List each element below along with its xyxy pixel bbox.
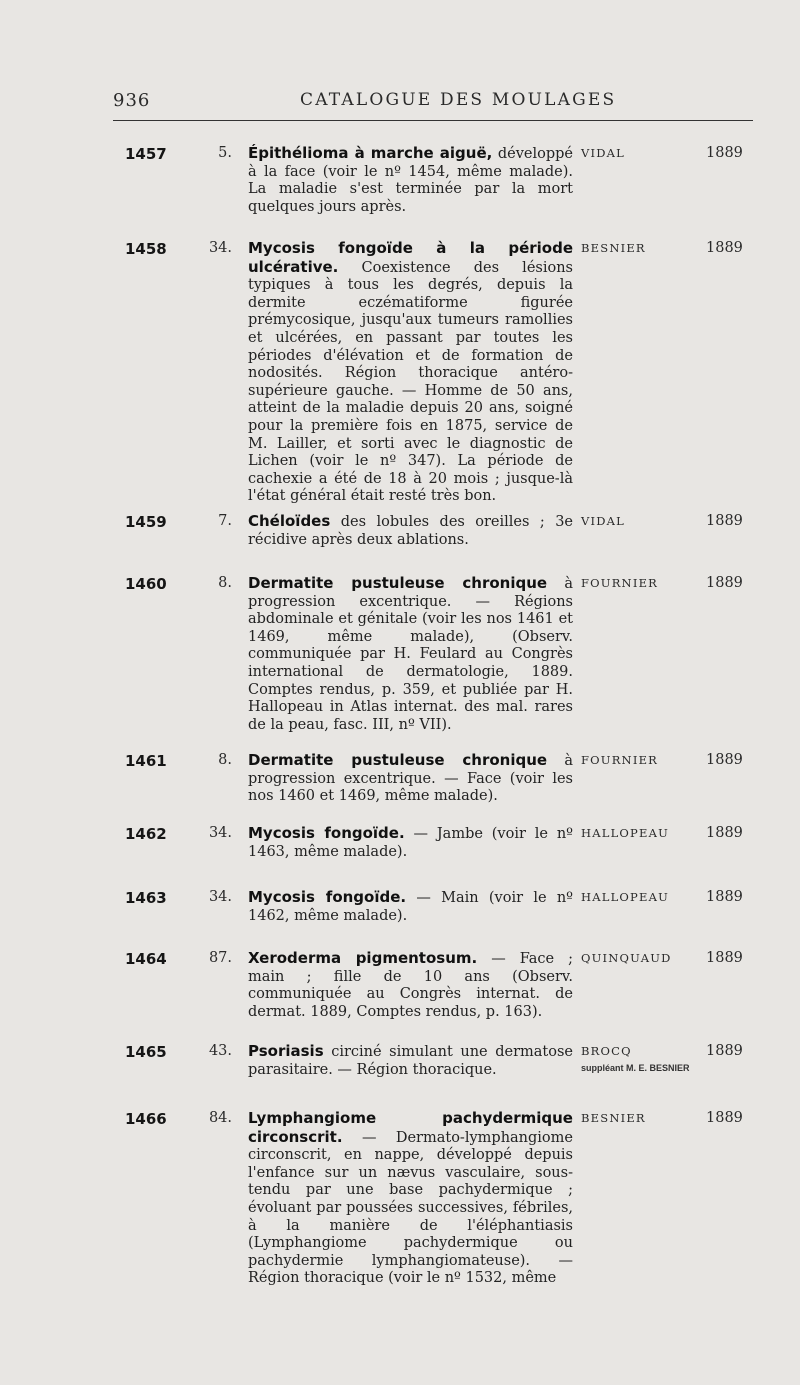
entry-author: BESNIER [581,1111,646,1125]
entry-number: 1457 [125,145,167,163]
entry-number: 1466 [125,1110,167,1128]
entry-description [248,513,573,549]
entry-author: HALLOPEAU [581,826,669,840]
entry-title: Psoriasis [248,1042,324,1060]
entry-ref: 87. [208,950,232,966]
entry-description [248,1110,573,1288]
entry-year: 1889 [706,1110,743,1126]
entry-ref: 7. [218,513,232,529]
entry-number: 1462 [125,825,167,843]
entry-author: FOURNIER [581,576,659,590]
entry-author: HALLOPEAU [581,890,669,904]
entry-author: BROCQ [581,1044,632,1058]
entry-year: 1889 [706,1043,743,1059]
entry-text: à progression excentrique. — Régions abdominale et génitale (voir les nos 1461 et 1469, même malade), (Observ. communiquée par H. Feulard au Congrès international de dermatologie, 1889. Comptes rendus, p. 359, et publiée par H. Hallopeau in Atlas internat. des mal. rares de la peau, fasc. III, nº VII). [248,576,573,733]
entry-number: 1465 [125,1043,167,1061]
entry-author: VIDAL [581,146,626,160]
entry-year: 1889 [706,575,743,591]
entry-year: 1889 [706,145,743,161]
entry-description [248,889,573,925]
entry-description [248,575,573,734]
entry-title: Chéloïdes [248,512,331,530]
entry-author-note: suppléant M. E. BESNIER [581,1063,690,1073]
entry-ref: 84. [208,1110,232,1126]
entry-year: 1889 [706,752,743,768]
entry-description [248,145,573,216]
entry-title: Lymphangiome pachydermique circonscrit. [248,1109,573,1146]
entry-author: QUINQUAUD [581,951,672,965]
entry-description [248,240,573,506]
entry-text: — Jambe (voir le nº 1463, même malade). [248,826,573,860]
header-rule [113,120,753,121]
entry-year: 1889 [706,889,743,905]
entry-year: 1889 [706,825,743,841]
entry-number: 1463 [125,889,167,907]
entry-title: Dermatite pustuleuse chronique [248,574,548,592]
entry-ref: 43. [208,1043,232,1059]
entry-author: FOURNIER [581,753,659,767]
entry-year: 1889 [706,950,743,966]
entry-title: Épithélioma à marche aiguë, [248,144,493,162]
entry-number: 1458 [125,240,167,258]
entry-ref: 8. [218,752,232,768]
entry-number: 1464 [125,950,167,968]
entry-ref: 5. [218,145,232,161]
running-title: CATALOGUE DES MOULAGES [300,90,617,110]
entry-title: Xeroderma pigmentosum. [248,949,478,967]
entry-ref: 34. [208,825,232,841]
entry-number: 1459 [125,513,167,531]
entry-text: à progression excentrique. — Face (voir les nos 1460 et 1469, même malade). [248,753,573,805]
entry-title: Dermatite pustuleuse chronique [248,751,548,769]
page-number: 936 [113,90,151,111]
entry-ref: 34. [208,240,232,256]
entry-text: des lobules des oreilles ; 3e récidive après deux ablations. [248,514,573,548]
entry-text: développé à la face (voir le nº 1454, même malade). La maladie s'est terminée par la mort quelques jours après. [248,146,573,215]
entry-year: 1889 [706,513,743,529]
entry-title: Mycosis fongoïde. [248,824,405,842]
entry-description [248,1043,573,1079]
entry-ref: 34. [208,889,232,905]
page-header [0,90,800,118]
entry-year: 1889 [706,240,743,256]
entry-title: Mycosis fongoïde à la période ulcérative. [248,239,573,276]
entry-title: Mycosis fongoïde. [248,888,407,906]
entry-text: circiné simulant une dermatose parasitaire. — Région thoracique. [248,1044,573,1078]
entry-number: 1460 [125,575,167,593]
entry-text: — Dermato-lymphangiome circonscrit, en nappe, développé depuis l'enfance sur un nævus vasculaire, sous-tendu par une base pachydermique ; évoluant par poussées successives, fébriles, à la manière de l'éléphantiasis (Lymphangiome pachydermique ou pachydermie lymphangiomateuse). — Région thoracique (voir le nº 1532, même [248,1129,573,1287]
entry-number: 1461 [125,752,167,770]
entry-author: VIDAL [581,514,626,528]
entry-description [248,752,573,806]
entry-description [248,825,573,861]
entry-ref: 8. [218,575,232,591]
entry-author: BESNIER [581,241,646,255]
entry-text: — Main (voir le nº 1462, même malade). [248,890,573,924]
entry-text: — Face ; main ; fille de 10 ans (Observ. communiquée au Congrès internat. de dermat. 1889, Comptes rendus, p. 163). [248,951,573,1020]
entry-description [248,950,573,1021]
entry-text: Coexistence des lésions typiques à tous les degrés, depuis la dermite eczématiforme figurée prémycosique, jusqu'aux tumeurs ramollies et ulcérées, en passant par toutes les périodes d'élévation et de formation de nodosités. Région thoracique antéro-supérieure gauche. — Homme de 50 ans, atteint de la maladie depuis 20 ans, soigné pour la première fois en 1875, service de M. Lailler, et sorti avec le diagnostic de Lichen (voir le nº 347). La période de cachexie a été de 18 à 20 mois ; jusque-là l'état général était resté très bon. [248,259,573,505]
